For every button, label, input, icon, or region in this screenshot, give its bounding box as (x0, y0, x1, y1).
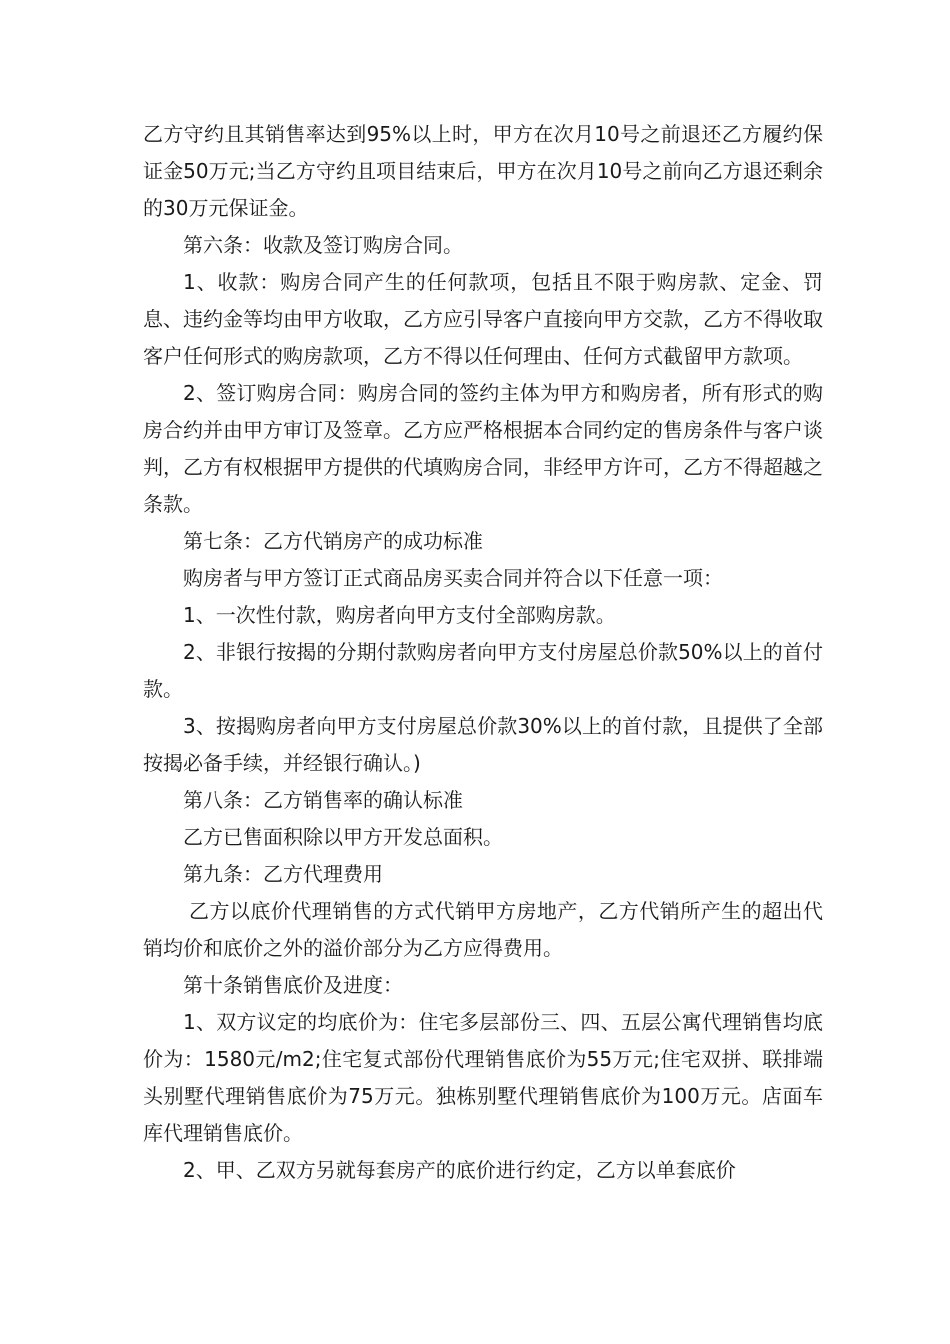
heading-article-7: 第七条：乙方代销房产的成功标准 (183, 529, 483, 553)
list-item-installment: 2、非银行按揭的分期付款购房者向甲方支付房屋总价款50%以上的首付款。 (143, 640, 823, 701)
heading-article-6: 第六条：收款及签订购房合同。 (183, 233, 463, 257)
list-item-lump-sum: 1、一次性付款，购房者向甲方支付全部购房款。 (183, 603, 616, 627)
list-item-mortgage: 3、按揭购房者向甲方支付房屋总价款30%以上的首付款，且提供了全部按揭必备手续，并经银行确认。) (143, 714, 823, 775)
heading-article-10: 第十条销售底价及进度： (183, 973, 403, 997)
paragraph-agency-fee: 乙方以底价代理销售的方式代销甲方房地产，乙方代销所产生的超出代销均价和底价之外的溢价部分为乙方应得费用。 (143, 899, 823, 960)
paragraph-contract-signing: 2、签订购房合同：购房合同的签约主体为甲方和购房者，所有形式的购房合约并由甲方审订及签章。乙方应严格根据本合同约定的售房条件与客户谈判，乙方有权根据甲方提供的代填购房合同，非经甲方许可，乙方不得超越之条款。 (143, 381, 823, 516)
paragraph-payment-collection: 1、收款：购房合同产生的任何款项，包括且不限于购房款、定金、罚息、违约金等均由甲方收取，乙方应引导客户直接向甲方交款，乙方不得收取客户任何形式的购房款项，乙方不得以任何理由、任何方式截留甲方款项。 (143, 270, 823, 368)
paragraph-sales-rate-definition: 乙方已售面积除以甲方开发总面积。 (183, 825, 503, 849)
heading-article-9: 第九条：乙方代理费用 (183, 862, 383, 886)
paragraph-base-prices: 1、双方议定的均底价为：住宅多层部份三、四、五层公寓代理销售均底价为：1580元/m2;住宅复式部份代理销售底价为55万元;住宅双拼、联排端头别墅代理销售底价为75万元。独栋别墅代理销售底价为100万元。店面车库代理销售底价。 (143, 1010, 823, 1145)
paragraph-deposit-refund: 乙方守约且其销售率达到95%以上时，甲方在次月10号之前退还乙方履约保证金50万元;当乙方守约且项目结束后，甲方在次月10号之前向乙方退还剩余的30万元保证金。 (143, 122, 823, 220)
paragraph-success-criteria-intro: 购房者与甲方签订正式商品房买卖合同并符合以下任意一项： (183, 566, 723, 590)
document-body (143, 116, 823, 1189)
heading-article-8: 第八条：乙方销售率的确认标准 (183, 788, 463, 812)
paragraph-unit-base-price: 2、甲、乙双方另就每套房产的底价进行约定，乙方以单套底价 (183, 1158, 736, 1182)
